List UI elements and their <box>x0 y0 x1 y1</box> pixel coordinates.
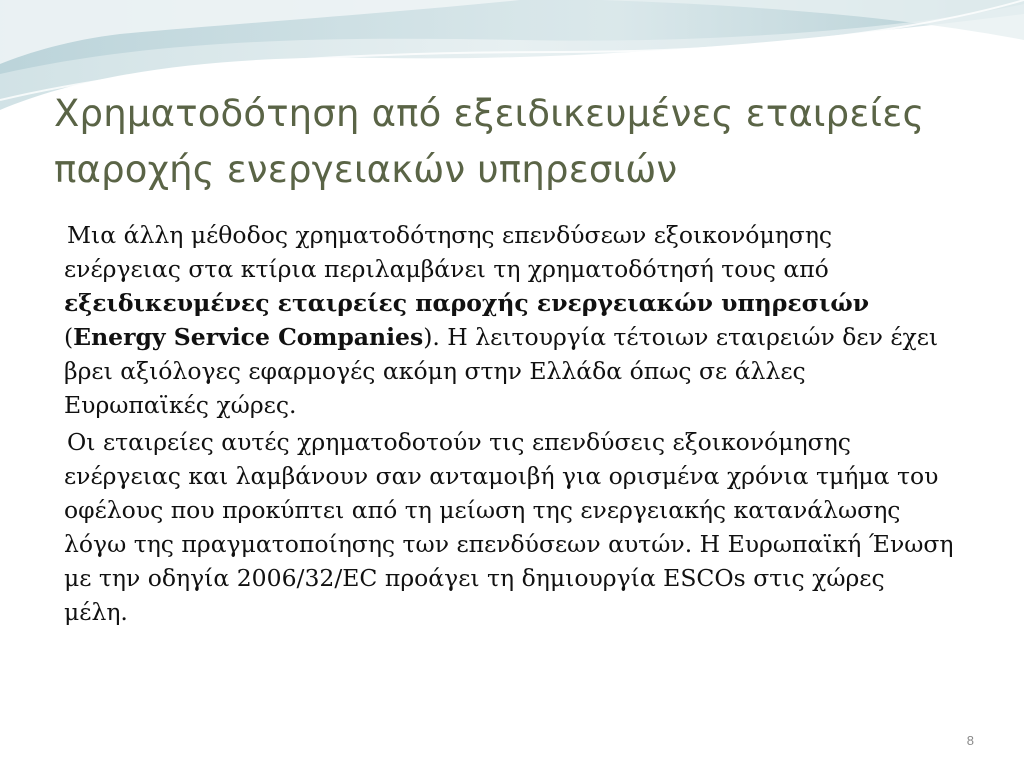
paragraph-1-text-a: Μια άλλη μέθοδος χρηματοδότησης επενδύσεων εξοικονόμησης ενέργειας στα κτίρια περιλαμβάνει τη χρηματοδότησή τους από <box>64 221 833 283</box>
paragraph-1 <box>64 218 954 422</box>
slide-title: Χρηματοδότηση από εξειδικευμένες εταιρείες παροχής ενεργειακών υπηρεσιών <box>54 92 925 191</box>
paragraph-1-bold-english-term: Energy Service Companies <box>73 323 424 351</box>
page-number: 8 <box>966 733 974 748</box>
paragraph-1-text-b: ). Η λειτουργία τέτοιων εταιρειών δεν έχει βρει αξιόλογες εφαρμογές ακόμη στην Ελλάδα όπως σε άλλες Ευρωπαϊκές χώρες. <box>64 323 939 419</box>
slide-body <box>64 218 954 629</box>
paragraph-2 <box>64 425 954 629</box>
paragraph-2-text: Οι εταιρείες αυτές χρηματοδοτούν τις επενδύσεις εξοικονόμησης ενέργειας και λαμβάνουν σαν ανταμοιβή για ορισμένα χρόνια τμήμα του οφέλους που προκύπτει από τη μείωση της ενεργειακής κατανάλωσης λόγω της πραγματοποίησης των επενδύσεων αυτών. Η Ευρωπαϊκή Ένωση με την οδηγία 2006/32/EC προάγει τη δημιουργία ESCOs στις χώρες μέλη. <box>64 428 954 626</box>
paragraph-1-paren-open: ( <box>64 323 74 351</box>
paragraph-1-bold-term: εξειδικευμένες εταιρείες παροχής ενεργειακών υπηρεσιών <box>64 289 870 317</box>
